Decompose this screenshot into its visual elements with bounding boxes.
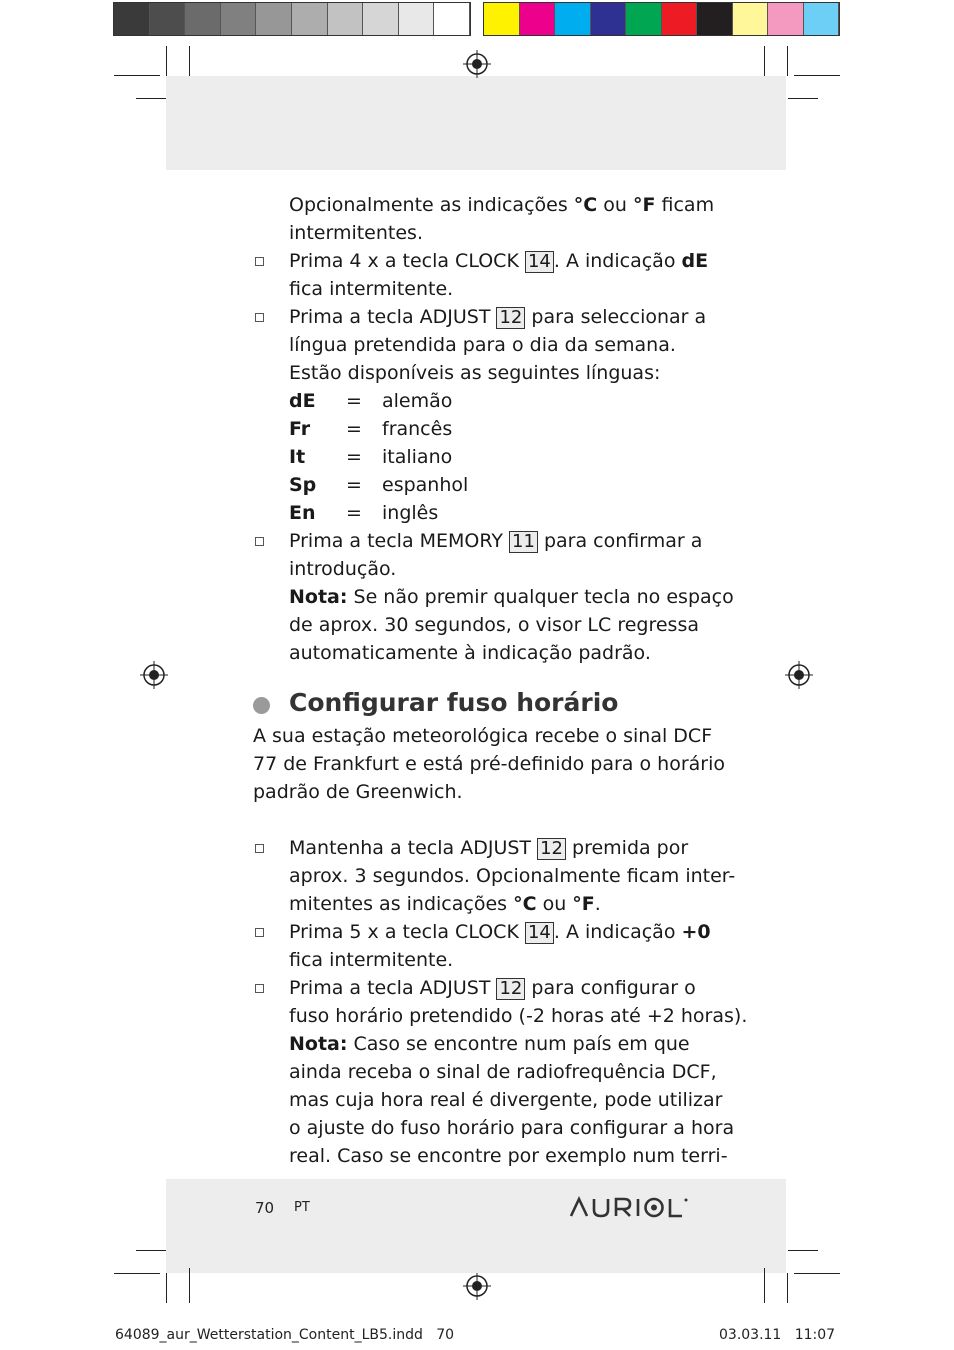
color-swatch	[256, 3, 292, 35]
text: Se não premir qualquer tecla no espaço	[347, 586, 734, 608]
language-eq: =	[346, 474, 362, 496]
language-eq: =	[346, 390, 362, 412]
page-number: 70	[255, 1199, 275, 1217]
text: Prima a tecla ADJUST	[289, 306, 497, 328]
language-eq: =	[346, 418, 362, 440]
text: .	[594, 893, 601, 915]
color-swatch	[114, 3, 150, 35]
color-swatch	[363, 3, 399, 35]
checkbox-icon	[255, 928, 264, 937]
date-slug: 03.03.11 11:07	[719, 1327, 836, 1343]
language-name: espanhol	[382, 474, 469, 496]
key-reference: 12	[537, 838, 566, 860]
text: Prima a tecla ADJUST	[289, 977, 497, 999]
key-reference: 12	[496, 978, 525, 1000]
s2-step-1-line-1	[289, 834, 688, 862]
brand-logo	[568, 1192, 703, 1222]
color-swatch	[221, 3, 257, 35]
section-heading: Configurar fuso horário	[289, 688, 619, 717]
text: ficam	[655, 194, 715, 216]
language-label: PT	[294, 1200, 310, 1215]
crop-mark	[189, 1268, 190, 1303]
language-code: Fr	[289, 418, 311, 440]
note-line-2: de aprox. 30 segundos, o visor LC regressa	[289, 614, 699, 636]
display-indicator: +0	[681, 921, 711, 943]
checkbox-icon	[255, 313, 264, 322]
s2-step-3-line-2: fuso horário pretendido (-2 horas até +2 horas).	[289, 1005, 748, 1027]
para-line-2: 77 de Frankfurt e está pré-definido para o horário	[253, 753, 725, 775]
language-eq: =	[346, 446, 362, 468]
key-reference: 12	[496, 307, 525, 329]
crop-mark	[787, 1273, 788, 1303]
registration-mark-icon	[463, 50, 491, 78]
text: ou	[597, 194, 633, 216]
crop-mark	[114, 1273, 160, 1274]
crop-mark	[189, 46, 190, 76]
crop-mark	[114, 75, 160, 76]
s2-step-2-line-2: fica intermitente.	[289, 949, 454, 971]
color-swatch	[399, 3, 435, 35]
language-code: Sp	[289, 474, 317, 496]
text: para confirmar a	[537, 530, 703, 552]
checkbox-icon	[255, 844, 264, 853]
color-swatch	[328, 3, 364, 35]
color-swatch	[292, 3, 328, 35]
auriol-logo-icon	[568, 1192, 703, 1222]
text: mitentes as indicações	[289, 893, 514, 915]
gray-color-bar	[113, 2, 471, 36]
registration-mark-icon	[140, 661, 168, 689]
color-swatch	[185, 3, 221, 35]
language-name: francês	[382, 418, 453, 440]
registration-mark-icon	[785, 661, 813, 689]
crop-mark	[166, 46, 167, 76]
crop-mark	[794, 75, 840, 76]
crop-mark	[136, 98, 166, 99]
registration-mark-icon	[463, 1272, 491, 1300]
language-name: italiano	[382, 446, 453, 468]
process-color-bar	[483, 2, 840, 36]
color-swatch	[434, 3, 470, 35]
s2-note-line-4: o ajuste do fuso horário para configurar a hora	[289, 1117, 735, 1139]
fahrenheit-indicator: °F	[632, 194, 656, 216]
language-code: It	[289, 446, 306, 468]
crop-mark	[764, 1268, 765, 1303]
s2-note-line-1	[289, 1030, 690, 1058]
language-eq: =	[346, 502, 362, 524]
note-line-3: automaticamente à indicação padrão.	[289, 642, 651, 664]
note-label: Nota:	[289, 1033, 348, 1055]
para-line-3: padrão de Greenwich.	[253, 781, 463, 803]
color-swatch	[768, 3, 804, 35]
celsius-indicator: °C	[573, 194, 598, 216]
color-swatch	[733, 3, 769, 35]
crop-mark	[136, 1250, 166, 1251]
s2-note-line-5: real. Caso se encontre por exemplo num terri-	[289, 1145, 728, 1167]
crop-mark	[794, 1273, 840, 1274]
text: Mantenha a tecla ADJUST	[289, 837, 538, 859]
text: Prima 5 x a tecla CLOCK	[289, 921, 525, 943]
file-slug: 64089_aur_Wetterstation_Content_LB5.indd 70	[115, 1327, 455, 1343]
crop-mark	[788, 1250, 818, 1251]
text: para seleccionar a	[525, 306, 707, 328]
intro-line-2: intermitentes.	[289, 222, 423, 244]
key-reference: 14	[525, 251, 554, 273]
language-name: inglês	[382, 502, 439, 524]
note-line-1	[289, 583, 734, 611]
color-swatch	[150, 3, 186, 35]
language-name: alemão	[382, 390, 453, 412]
para-line-1: A sua estação meteorológica recebe o sinal DCF	[253, 725, 713, 747]
step-2-line-2: língua pretendida para o dia da semana.	[289, 334, 676, 356]
step-1-line-1	[289, 247, 708, 275]
color-swatch	[591, 3, 627, 35]
checkbox-icon	[255, 984, 264, 993]
crop-mark	[787, 46, 788, 76]
s2-step-1-line-3	[289, 890, 601, 918]
intro-line-1	[289, 191, 714, 219]
header-band	[166, 76, 786, 170]
text: premida por	[565, 837, 689, 859]
color-swatch	[804, 3, 840, 35]
display-indicator: dE	[681, 250, 709, 272]
color-swatch	[697, 3, 733, 35]
color-swatch	[484, 3, 520, 35]
checkbox-icon	[255, 257, 264, 266]
text: ou	[536, 893, 573, 915]
language-code: dE	[289, 390, 316, 412]
step-2-line-1	[289, 303, 706, 331]
key-reference: 11	[509, 531, 538, 553]
celsius-indicator: °C	[513, 893, 537, 915]
language-code: En	[289, 502, 316, 524]
text: . A indicação	[553, 921, 682, 943]
text: para configurar o	[525, 977, 696, 999]
text: . A indicação	[553, 250, 682, 272]
color-swatch	[662, 3, 698, 35]
text: Caso se encontre num país em que	[347, 1033, 690, 1055]
section-bullet-icon	[253, 697, 270, 714]
crop-mark	[788, 98, 818, 99]
fahrenheit-indicator: °F	[572, 893, 595, 915]
color-swatch	[555, 3, 591, 35]
s2-step-1-line-2: aprox. 3 segundos. Opcionalmente ficam inter-	[289, 865, 736, 887]
note-label: Nota:	[289, 586, 348, 608]
key-reference: 14	[525, 922, 554, 944]
s2-step-3-line-1	[289, 974, 696, 1002]
text: Prima 4 x a tecla CLOCK	[289, 250, 525, 272]
s2-step-2-line-1	[289, 918, 711, 946]
step-2-line-3: Estão disponíveis as seguintes línguas:	[289, 362, 661, 384]
color-swatch	[520, 3, 556, 35]
crop-mark	[764, 46, 765, 76]
step-1-line-2: fica intermitente.	[289, 278, 454, 300]
step-3-line-1	[289, 527, 702, 555]
crop-mark	[166, 1273, 167, 1303]
s2-note-line-3: mas cuja hora real é divergente, pode utilizar	[289, 1089, 723, 1111]
text: Prima a tecla MEMORY	[289, 530, 510, 552]
checkbox-icon	[255, 537, 264, 546]
s2-note-line-2: ainda receba o sinal de radiofrequência DCF,	[289, 1061, 717, 1083]
step-3-line-2: introdução.	[289, 558, 397, 580]
text: Opcionalmente as indicações	[289, 194, 574, 216]
color-swatch	[626, 3, 662, 35]
